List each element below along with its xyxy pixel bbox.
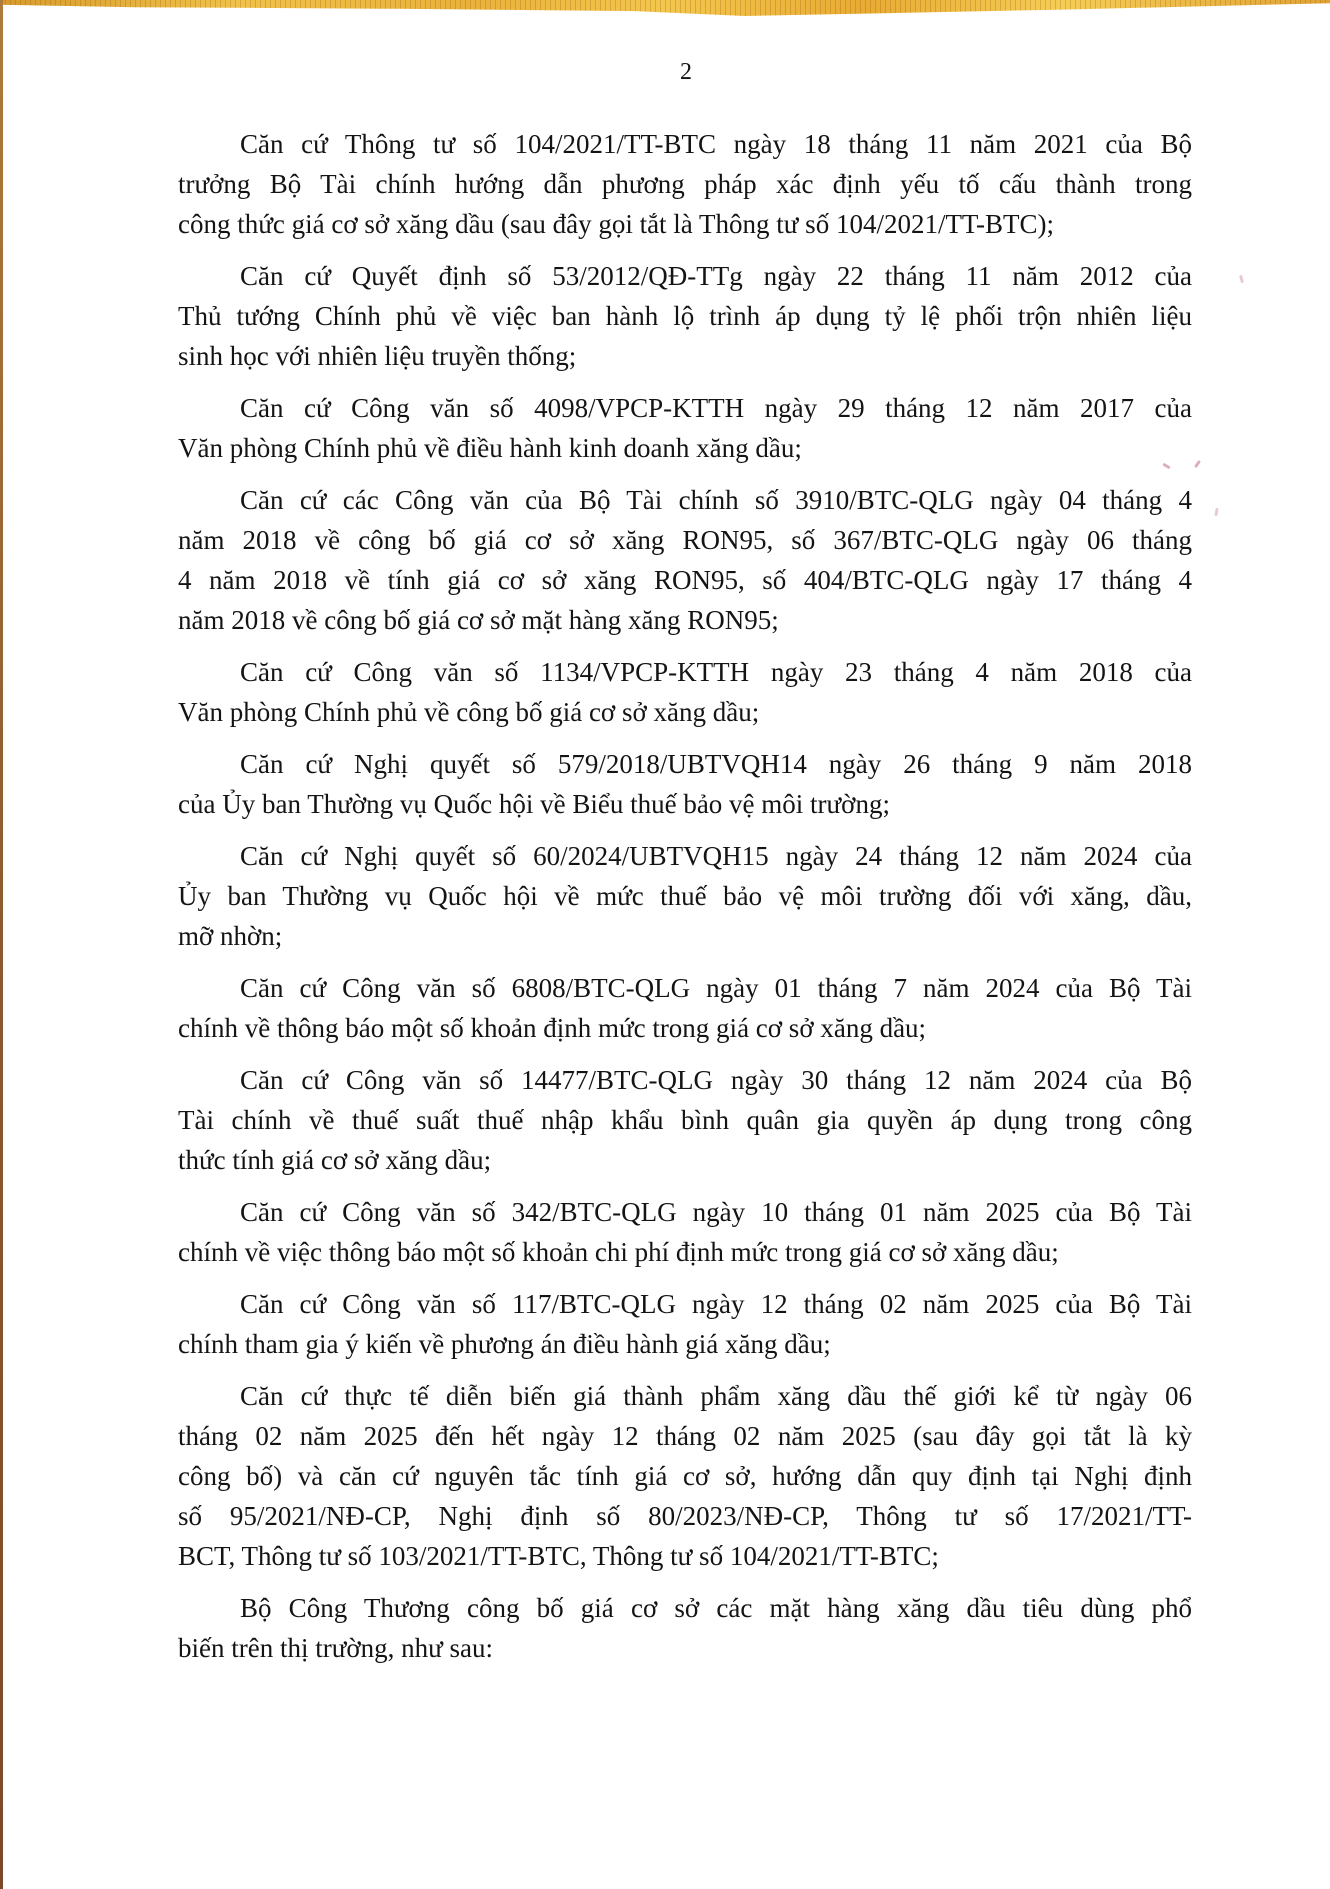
text-line: Tài chính về thuế suất thuế nhập khẩu bình quân gia quyền áp dụng trong công [178,1105,1192,1135]
text-line: Bộ Công Thương công bố giá cơ sở các mặt hàng xăng dầu tiêu dùng phổ [240,1593,1192,1623]
text-line: công bố) và căn cứ nguyên tắc tính giá cơ sở, hướng dẫn quy định tại Nghị định [178,1461,1192,1491]
text-line: Căn cứ các Công văn của Bộ Tài chính số 3910/BTC-QLG ngày 04 tháng 4 [240,485,1192,515]
paragraph [178,1376,1192,1576]
paragraph [178,124,1192,244]
text-line: Căn cứ Công văn số 1134/VPCP-KTTH ngày 23 tháng 4 năm 2018 của [240,657,1192,687]
text-line: của Ủy ban Thường vụ Quốc hội về Biểu thuế bảo vệ môi trường; [178,789,890,819]
text-line: Căn cứ Công văn số 117/BTC-QLG ngày 12 tháng 02 năm 2025 của Bộ Tài [240,1289,1192,1319]
text-line: Căn cứ Quyết định số 53/2012/QĐ-TTg ngày 22 tháng 11 năm 2012 của [240,261,1192,291]
paragraph [178,1588,1192,1668]
document-body [178,124,1192,1680]
text-line: Văn phòng Chính phủ về điều hành kinh doanh xăng dầu; [178,433,802,463]
text-line: chính về việc thông báo một số khoản chi phí định mức trong giá cơ sở xăng dầu; [178,1237,1059,1267]
stamp-bleed-mark [1214,508,1218,516]
text-line: Văn phòng Chính phủ về công bố giá cơ sở xăng dầu; [178,697,760,727]
text-line: Căn cứ Công văn số 6808/BTC-QLG ngày 01 tháng 7 năm 2024 của Bộ Tài [240,973,1192,1003]
text-line: Căn cứ Công văn số 342/BTC-QLG ngày 10 tháng 01 năm 2025 của Bộ Tài [240,1197,1192,1227]
text-line: biến trên thị trường, như sau: [178,1633,493,1663]
text-line: năm 2018 về công bố giá cơ sở xăng RON95, số 367/BTC-QLG ngày 06 tháng [178,525,1192,555]
text-line: Thủ tướng Chính phủ về việc ban hành lộ trình áp dụng tỷ lệ phối trộn nhiên liệu [178,301,1192,331]
text-line: thức tính giá cơ sở xăng dầu; [178,1145,492,1175]
text-line: Căn cứ thực tế diễn biến giá thành phẩm xăng dầu thế giới kể từ ngày 06 [240,1381,1192,1411]
wood-surface-top-edge [0,0,1330,16]
paragraph [178,836,1192,956]
text-line: sinh học với nhiên liệu truyền thống; [178,341,577,371]
stamp-bleed-mark [1194,460,1201,468]
stamp-bleed-mark [1239,275,1244,284]
paragraph [178,388,1192,468]
text-line: số 95/2021/NĐ-CP, Nghị định số 80/2023/NĐ-CP, Thông tư số 17/2021/TT- [178,1501,1192,1531]
text-line: Ủy ban Thường vụ Quốc hội về mức thuế bảo vệ môi trường đối với xăng, dầu, [178,881,1192,911]
paragraph [178,1192,1192,1272]
text-line: BCT, Thông tư số 103/2021/TT-BTC, Thông tư số 104/2021/TT-BTC; [178,1541,939,1571]
text-line: Căn cứ Công văn số 14477/BTC-QLG ngày 30 tháng 12 năm 2024 của Bộ [240,1065,1192,1095]
text-line: chính tham gia ý kiến về phương án điều hành giá xăng dầu; [178,1329,831,1359]
page-left-edge-shadow [0,0,3,1889]
text-line: công thức giá cơ sở xăng dầu (sau đây gọi tắt là Thông tư số 104/2021/TT-BTC); [178,209,1054,239]
paragraph [178,652,1192,732]
text-line: Căn cứ Công văn số 4098/VPCP-KTTH ngày 29 tháng 12 năm 2017 của [240,393,1192,423]
text-line: Căn cứ Nghị quyết số 579/2018/UBTVQH14 ngày 26 tháng 9 năm 2018 [240,749,1192,779]
text-line: 4 năm 2018 về tính giá cơ sở xăng RON95, số 404/BTC-QLG ngày 17 tháng 4 [178,565,1192,595]
paragraph [178,480,1192,640]
text-line: chính về thông báo một số khoản định mức trong giá cơ sở xăng dầu; [178,1013,927,1043]
text-line: Căn cứ Thông tư số 104/2021/TT-BTC ngày 18 tháng 11 năm 2021 của Bộ [240,129,1192,159]
text-line: Căn cứ Nghị quyết số 60/2024/UBTVQH15 ngày 24 tháng 12 năm 2024 của [240,841,1192,871]
text-line: mỡ nhờn; [178,921,283,951]
paragraph [178,968,1192,1048]
paragraph [178,744,1192,824]
text-line: trưởng Bộ Tài chính hướng dẫn phương pháp xác định yếu tố cấu thành trong [178,169,1192,199]
paragraph [178,1284,1192,1364]
page-number: 2 [680,59,692,85]
paragraph [178,256,1192,376]
text-line: năm 2018 về công bố giá cơ sở mặt hàng xăng RON95; [178,605,779,635]
paragraph [178,1060,1192,1180]
text-line: tháng 02 năm 2025 đến hết ngày 12 tháng 02 năm 2025 (sau đây gọi tắt là kỳ [178,1421,1192,1451]
